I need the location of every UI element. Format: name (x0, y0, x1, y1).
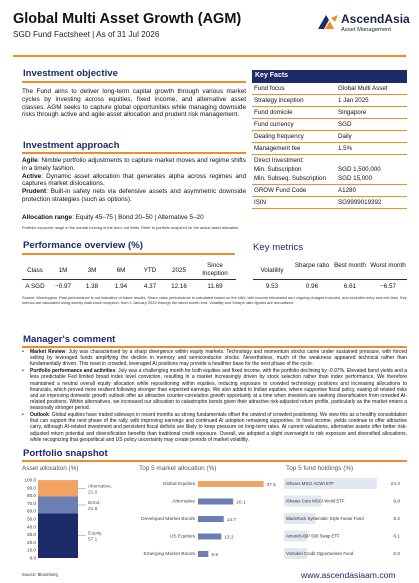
performance-underline (22, 253, 235, 255)
key-fact-value: SGD 1,500,000 (338, 166, 381, 173)
performance-header-cell: YTD (143, 267, 157, 274)
logo-mark-icon (317, 13, 339, 30)
holding-name-label: BlackRock Systematic Style Factor Fund (286, 516, 364, 521)
logo-name: AscendAsia (341, 12, 410, 26)
key-fact-label: ISIN (254, 199, 267, 206)
key-fact-row (252, 197, 407, 209)
key-facts-table (252, 70, 407, 209)
metric-value-cell: 6.61 (343, 283, 357, 290)
fund-holdings-chart (284, 474, 410, 566)
key-fact-label: Fund currency (254, 121, 294, 128)
metric-value-cell: −6.57 (380, 283, 396, 290)
key-fact-row (252, 107, 407, 119)
performance-header-cell: 2025 (171, 267, 186, 274)
fund-subtitle: SGD Fund Factsheet | As of 31 Jul 2026 (13, 30, 160, 39)
asset-series-value: 21.0 (88, 490, 98, 496)
holding-name-label: Amundi ABP 500 Swap ETF (286, 533, 340, 539)
key-facts-heading: Key Facts (252, 70, 407, 83)
key-fact-value: Singapore (338, 109, 367, 116)
objective-heading: Investment objective (23, 68, 118, 79)
key-fact-value: SG9999019392 (338, 199, 382, 206)
asset-series-name: Equity, (88, 531, 103, 537)
market-category-label: Emerging Market Bonds (143, 552, 195, 557)
market-category-label: Developed Market Bonds (141, 517, 195, 522)
y-tick-label: 40.0 (27, 524, 36, 530)
key-fact-value: Daily (338, 133, 352, 140)
website-link[interactable]: www.ascendasiaam.com (301, 570, 396, 580)
market-value-label: 20.1 (236, 500, 246, 506)
market-allocation-title: Top 5 market allocation (%) (139, 465, 217, 472)
key-fact-label: Fund domicile (254, 109, 293, 116)
y-tick-label: 0.0 (29, 555, 36, 561)
key-fact-value: SGD 15,000 (338, 175, 373, 182)
y-tick-label: 30.0 (27, 532, 36, 538)
asset-area-0 (38, 513, 78, 558)
asset-series-name: Bond, (88, 500, 101, 506)
performance-heading: Performance overview (%) (23, 240, 143, 251)
performance-header-cell: 6M (116, 267, 126, 274)
metric-header-cell: Worst month (370, 262, 406, 269)
snapshot-underline (22, 460, 407, 462)
performance-header-cell: 1M (58, 267, 68, 274)
asset-allocation-title: Asset allocation (%) (22, 465, 79, 472)
key-fact-row (252, 143, 407, 155)
key-fact-label: Management fee (254, 145, 301, 152)
metric-value-cell: 9.53 (265, 283, 279, 290)
market-value-label: 37.5 (266, 483, 276, 488)
key-fact-value: 1 Jan 2025 (338, 97, 369, 104)
comment-portfolio-performance: • Portfolio performance and activities: July was a challenging month for both equities and fixed income, with the portfolio declining by -0.97%. Elevated bond yields and a less predictable Fed limited broad index level conviction, resulting in a market increasingly driven by stock selection rather than index performance. We therefore maintained a neutral overall equity allocation while repositioning within equities, reducing exposure to crowded technology positions and increasing allocations to financials, which proved more resilient following stronger than expected earnings. We also added to Indian equities, where supportive fiscal policy, easing oil related risks and an improving domestic growth outlook offer an attractive counter-correlation growth opportunity at a time when investors are seeking diversification from crowded AI-related positions. Within alternatives, we increased our allocation to catastrophe bonds given their attractive risk-adjusted return profile, particularly as the market enters a seasonally stronger period. (22, 368, 407, 411)
snapshot-heading: Portfolio snapshot (23, 448, 108, 459)
snapshot-source: Source: Bloomberg (22, 572, 58, 577)
performance-divider (22, 279, 236, 280)
holding-name-label: iShares MSCI ACWI ETF (286, 481, 334, 486)
key-fact-row (252, 119, 407, 131)
market-bar (198, 499, 233, 505)
objective-underline (22, 81, 246, 83)
key-fact-row (252, 173, 407, 185)
metrics-divider (253, 279, 407, 280)
key-fact-value: Global Multi Asset (338, 85, 388, 92)
performance-header-cell: Since Inception (202, 262, 228, 277)
performance-value-cell: A SGD (25, 283, 45, 290)
holding-value-label: 8.2 (393, 517, 400, 522)
company-logo (317, 10, 417, 40)
key-fact-value: A1280 (338, 187, 356, 194)
fund-title: Global Multi Asset Growth (AGM) (13, 11, 242, 27)
market-allocation-chart (136, 474, 286, 566)
asset-area-1 (38, 496, 78, 513)
key-fact-row (252, 164, 407, 173)
market-bar (198, 551, 208, 557)
performance-value-cell: 4.37 (143, 283, 157, 290)
asset-series-value: 57.1 (88, 537, 98, 543)
approach-item-prudent: Prudent: Built-in safety nets via defensive assets and asymmetric downside protection strategies (such as options). (22, 188, 246, 203)
holding-value-label: 6.1 (393, 534, 400, 540)
y-tick-label: 90.0 (27, 485, 36, 491)
asset-allocation-chart (18, 474, 134, 566)
key-metrics-heading: Key metrics (253, 242, 304, 253)
key-fact-label: Fund focus (254, 85, 285, 92)
approach-item-active: Active: Dynamic asset allocation that generates alpha across regimes and captures market dislocations. (22, 172, 246, 188)
objective-text: The Fund aims to deliver long-term capital growth through various market cycles by investing across equities, fixed income, and alternative asset classes. AGM seeks to capture global opportunities while managing downside risks through active and agile asset allocation and prudent risk management. (22, 88, 246, 119)
header-divider (13, 55, 406, 57)
key-fact-row (252, 95, 407, 107)
performance-header-cell: Class (27, 267, 43, 274)
approach-item-agile: Agile: Nimble portfolio adjustments to capture market moves and regime shifts in a timely fashion. (22, 157, 246, 172)
key-fact-row (252, 131, 407, 143)
key-metrics-table (253, 262, 407, 294)
market-bar (198, 481, 264, 487)
logo-tagline: Asset Management (341, 27, 391, 33)
holding-name-label: iShares Core MSCI World ETF (286, 498, 345, 504)
asset-series-name: Alternative, (88, 484, 112, 490)
market-value-label: 5.9 (211, 553, 218, 558)
metric-header-cell: Best month (334, 262, 366, 269)
y-tick-label: 10.0 (27, 547, 36, 553)
market-value-label: 14.7 (226, 518, 237, 523)
comment-list (22, 349, 407, 444)
key-facts-rows (252, 83, 407, 209)
fund-holdings-title: Top 5 fund holdings (%) (286, 465, 354, 472)
key-fact-row (252, 185, 407, 197)
asset-series-value: 21.8 (88, 506, 98, 512)
metric-header-cell: Volatility (260, 267, 284, 274)
holding-value-label: 24.2 (390, 482, 400, 487)
metric-value-cell: 0.96 (305, 283, 319, 290)
allocation-note: Portfolio exposure range in the normal running of the fund, not limits. Refer to portfolio snapshot for the actual asset allocation. (22, 225, 240, 230)
y-tick-label: 50.0 (27, 516, 36, 522)
holding-name-label: Vontobel Credit Opportunities Fund (286, 551, 354, 556)
performance-value-cell: 1.38 (85, 283, 99, 290)
market-category-label: Global Equities (162, 482, 195, 487)
key-fact-label: GROW Fund Code (254, 187, 307, 194)
y-tick-label: 100.0 (24, 477, 36, 483)
y-tick-label: 60.0 (27, 508, 36, 514)
market-value-label: 13.3 (224, 535, 234, 541)
key-fact-label: Direct Investment: (254, 157, 304, 164)
market-bar (198, 534, 221, 540)
comment-underline (22, 346, 407, 348)
holding-value-label: 6.0 (393, 552, 400, 557)
performance-source: Source: Morningstar. Past performance is not indicative of future results. Share class performance is calculated based on the NAV, with income reinvested and ongoing charges included, and excludes entry and exit fees. Key metrics are calculated using weekly data since inception, from 1 January 2025 through the latest month end. Volatility and Sharpe ratio figures are annualized. (22, 295, 407, 305)
performance-header-cell: 3M (87, 267, 97, 274)
comment-heading: Manager's comment (23, 334, 116, 345)
holding-value-label: 9.8 (393, 499, 400, 505)
key-fact-value: SGD (338, 121, 352, 128)
y-tick-label: 70.0 (27, 500, 36, 506)
asset-area-2 (38, 480, 78, 496)
market-category-label: Alternative (172, 499, 195, 505)
key-fact-value: 1.5% (338, 145, 353, 152)
comment-outlook: • Outlook: Global equities have traded sideways in recent months as strong fundamentals offset the unwind of crowded positioning. We view this as a healthy consolidation that can support the next phase of the rally, with improving earnings and continued AI adoption remaining supportive. In fixed income, yields continue to offer attractive carry, although AI-related investment and persistent fiscal deficits are likely to keep pressure on long-term rates. At current valuations, alternative assets offer better risk-adjusted return potential and diversification benefits than traditional credit exposure. Overall, we adopted a slight overweight to risk exposure and diversified allocations, while recognizing that geopolitical and US policy uncertainty may create periods of market volatility. (22, 412, 407, 443)
performance-value-cell: 11.69 (207, 283, 223, 290)
key-fact-label: Min. Subseq. Subscription (254, 175, 326, 182)
key-fact-label: Min. Subscription (254, 166, 302, 173)
market-bar (198, 516, 224, 522)
performance-value-cell: −0.97 (55, 283, 71, 290)
allocation-range: Allocation range: Equity 45–75 | Bond 20–50 | Alternative 5–20 (22, 214, 204, 221)
y-tick-label: 20.0 (27, 539, 36, 545)
approach-list (22, 157, 246, 204)
comment-market-review: • Market Review: July was characterised by a sharp divergence within equity markets. Technology and momentum stocks came under sustained pressure, with forced selling by leveraged funds amplifying the decline in memory and semiconductor stocks. Nevertheless, much of the weakness appeared technical rather than fundamentally driven. This reset in crowded, leveraged AI positions may provide a healthier base for the next phase of the cycle. (22, 349, 407, 368)
key-fact-row (252, 155, 407, 164)
key-fact-row (252, 83, 407, 95)
y-tick-label: 80.0 (27, 493, 36, 499)
key-fact-label: Strategy inception (254, 97, 304, 104)
performance-value-cell: 12.16 (171, 283, 187, 290)
metric-header-cell: Sharpe ratio (294, 262, 330, 269)
performance-table (22, 262, 236, 294)
performance-value-cell: 1.94 (114, 283, 128, 290)
market-category-label: US Equities (169, 534, 195, 540)
approach-underline (22, 152, 246, 154)
key-fact-label: Dealing frequency (254, 133, 304, 140)
approach-heading: Investment approach (23, 140, 120, 151)
